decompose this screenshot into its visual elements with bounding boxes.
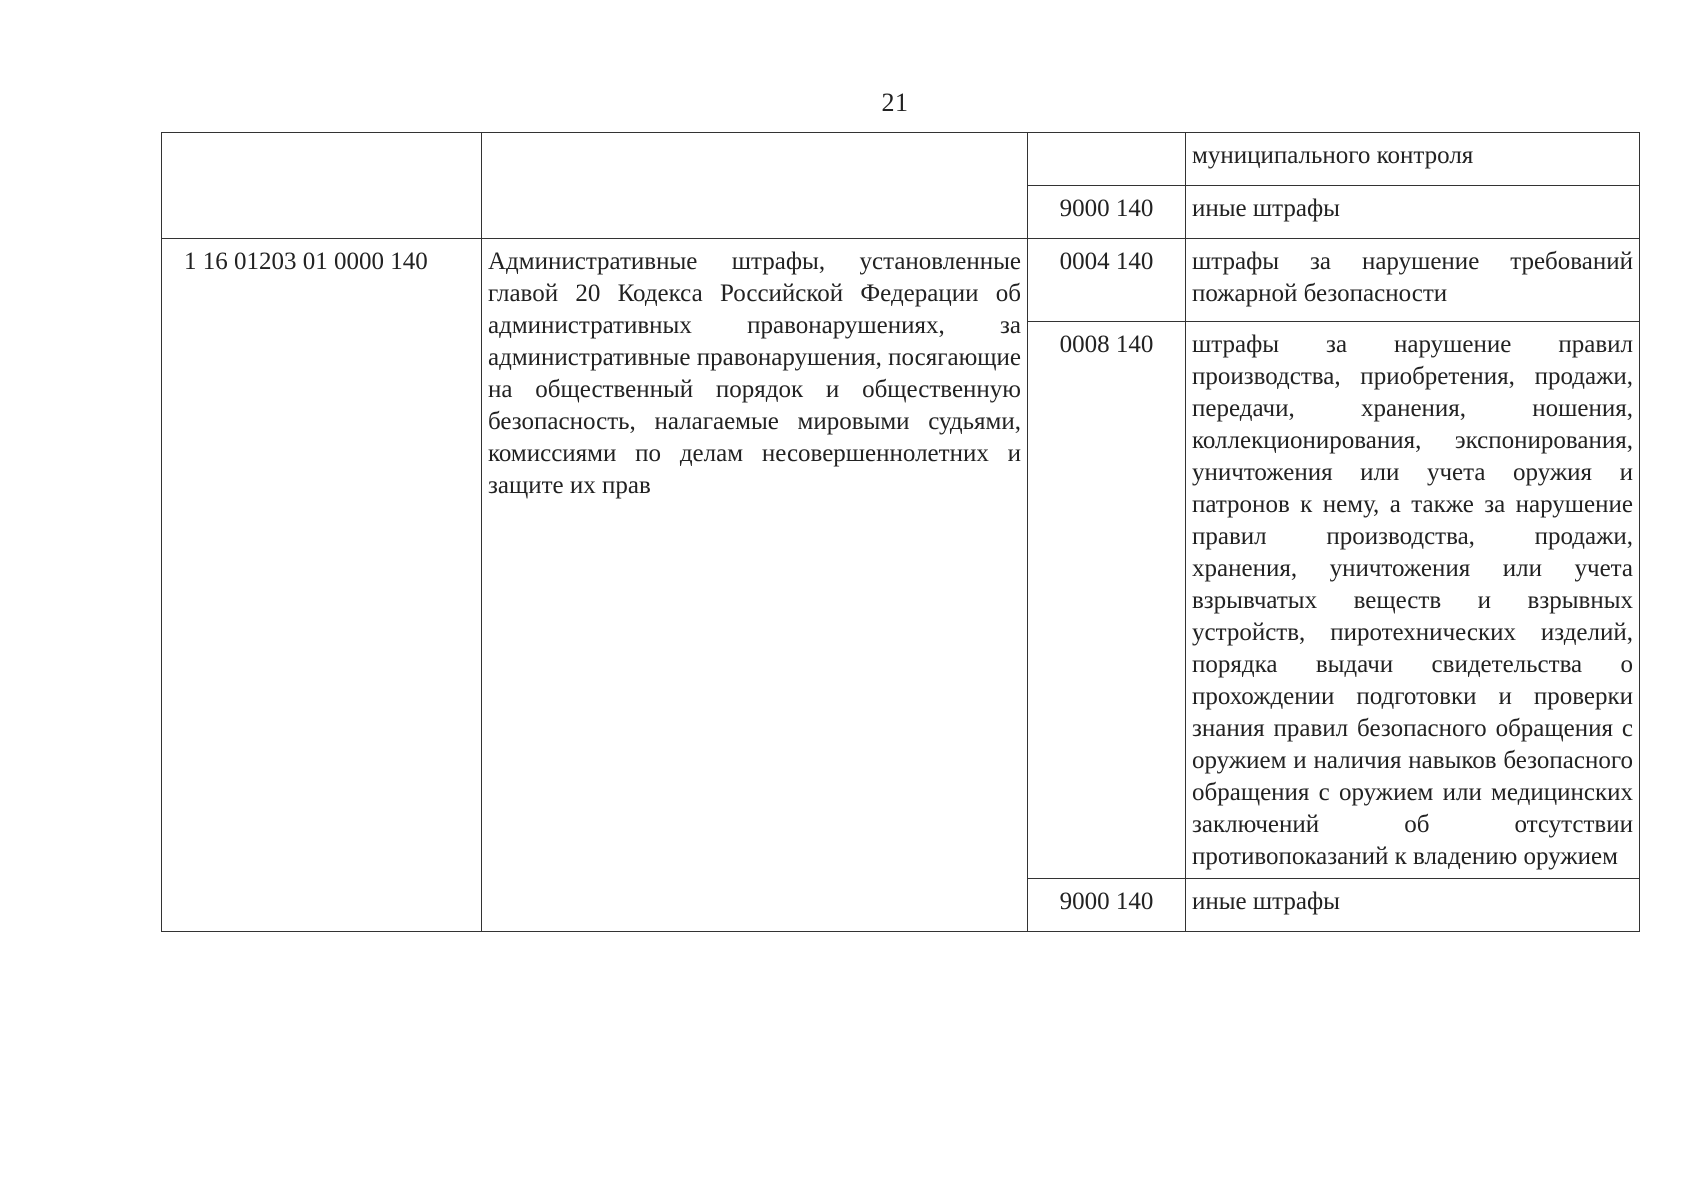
subcode-cell: 9000 140 <box>1028 186 1186 239</box>
kbk-cell-empty <box>162 133 482 239</box>
budget-code-table <box>161 132 1640 932</box>
subcode-cell: 0004 140 <box>1028 239 1186 322</box>
subcode-cell <box>1028 133 1186 186</box>
description-cell-empty <box>482 133 1028 239</box>
table-row <box>162 239 1640 322</box>
table-row <box>162 133 1640 186</box>
description-cell: Административные штрафы, установленные главой 20 Кодекса Российской Федерации об административных правонарушениях, за административные правонарушения, посягающие на общественный порядок и общественную безопасность, налагаемые мировыми судьями, комиссиями по делам несовершеннолетних и защите их прав <box>482 239 1028 932</box>
fine-type-cell: муниципального контроля <box>1186 133 1640 186</box>
page-number: 21 <box>881 88 909 117</box>
fine-type-cell: иные штрафы <box>1186 186 1640 239</box>
fine-type-cell: иные штрафы <box>1186 879 1640 932</box>
fine-type-cell: штрафы за нарушение требований пожарной безопасности <box>1186 239 1640 322</box>
fine-type-cell: штрафы за нарушение правил производства, приобретения, продажи, передачи, хранения, ношения, коллекционирования, экспонирования, уничтожения или учета оружия и патронов к нему, а также за нарушение правил производства, продажи, хранения, уничтожения или учета взрывчатых веществ и взрывных устройств, пиротехнических изделий, порядка выдачи свидетельства о прохождении подготовки и проверки знания правил безопасного обращения с оружием и наличия навыков безопасного обращения с оружием или медицинских заключений об отсутствии противопоказаний к владению оружием <box>1186 322 1640 879</box>
kbk-code-cell: 1 16 01203 01 0000 140 <box>162 239 482 932</box>
subcode-cell: 0008 140 <box>1028 322 1186 879</box>
subcode-cell: 9000 140 <box>1028 879 1186 932</box>
